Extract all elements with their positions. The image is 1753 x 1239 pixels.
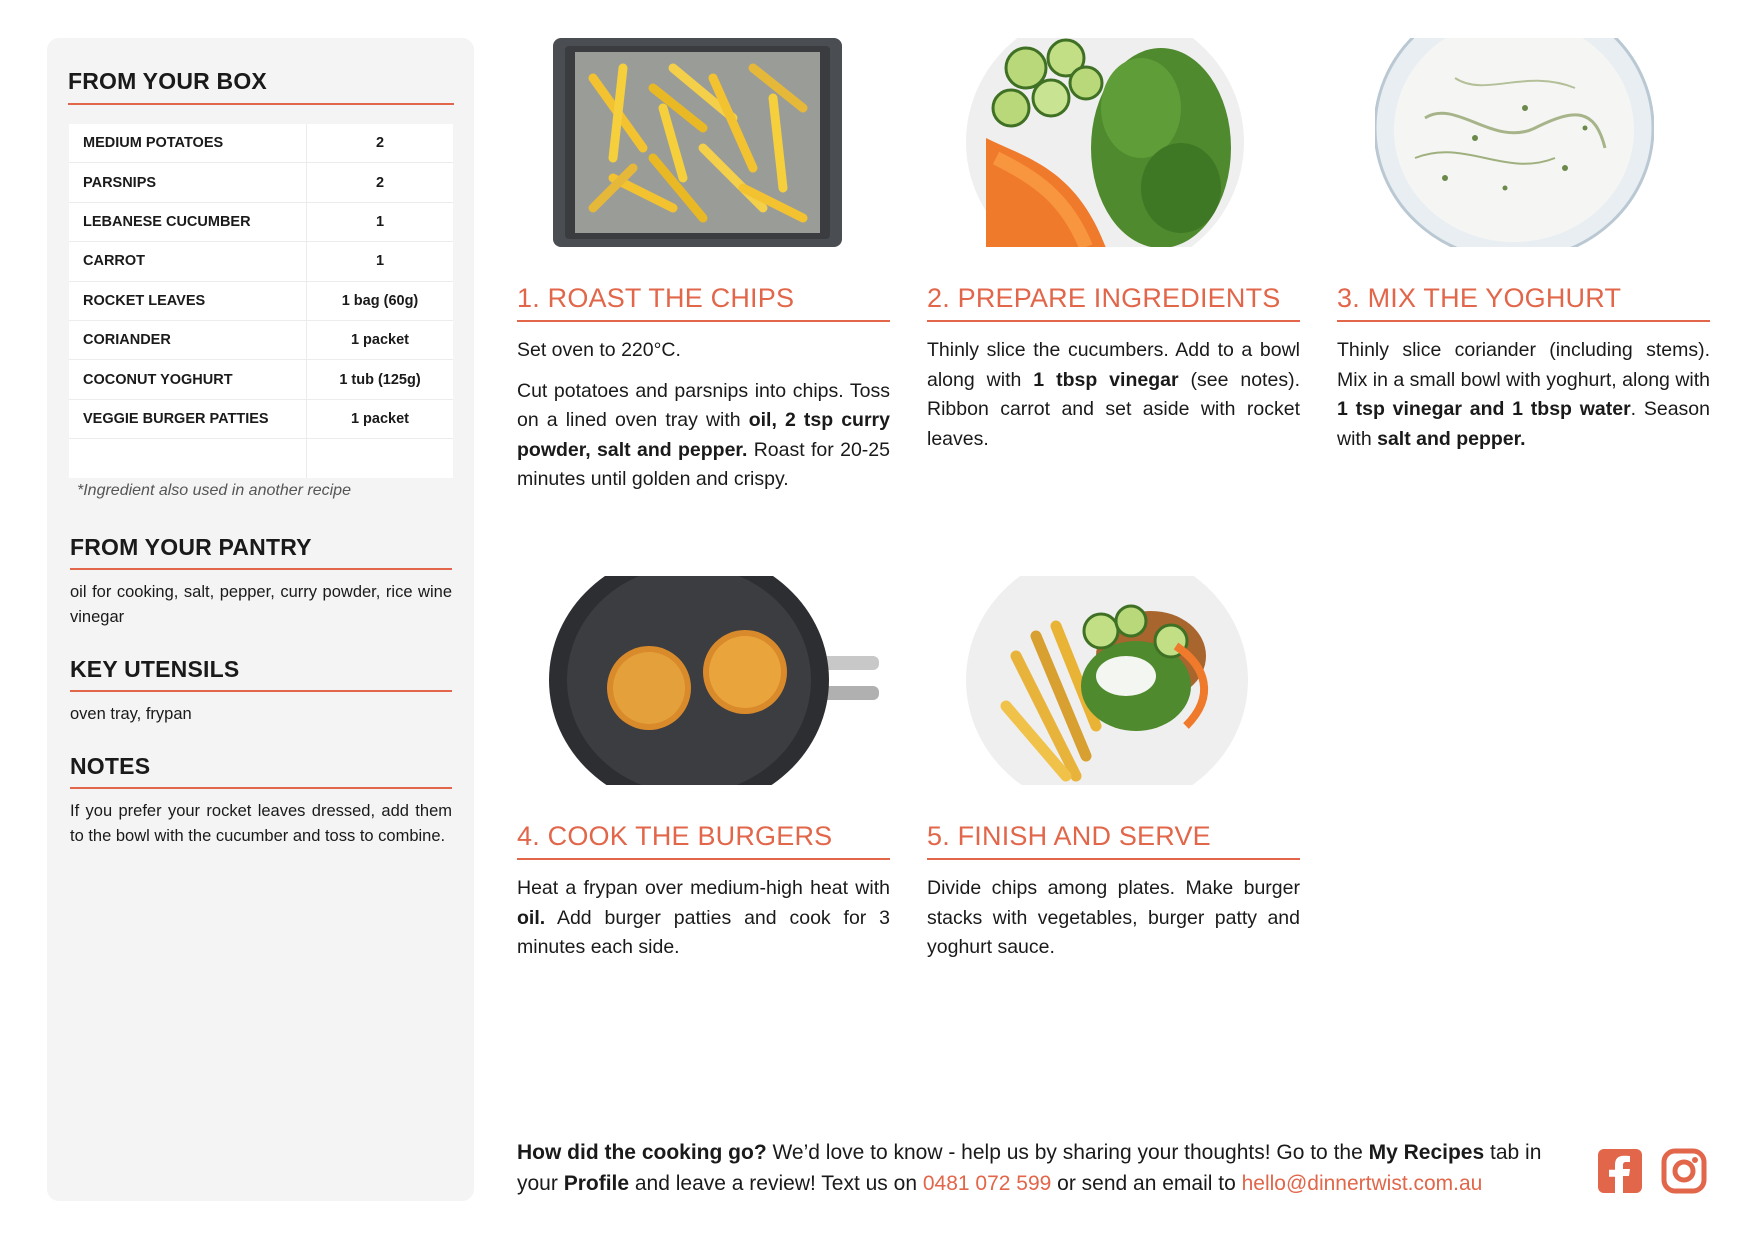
step-2-para-1 xyxy=(927,336,1300,454)
table-row xyxy=(69,400,453,439)
ingredient-qty: 1 xyxy=(375,213,385,230)
heading-rule xyxy=(70,787,452,789)
notes-text: If you prefer your rocket leaves dressed, add them to the bowl with the cucumber and toss to combine. xyxy=(70,802,452,845)
plated-burger-stack-photo xyxy=(966,576,1249,785)
ingredient-name: MEDIUM POTATOES xyxy=(69,124,307,162)
notes-heading: NOTES xyxy=(70,753,151,779)
step-1-title: 1. ROAST THE CHIPS xyxy=(517,283,795,313)
text-run: . Season with xyxy=(1337,398,1710,450)
ingredient-qty: 1 xyxy=(375,253,385,270)
ingredient-name-empty xyxy=(69,439,307,477)
table-row xyxy=(69,282,453,321)
my-recipes-link[interactable]: My Recipes xyxy=(1368,1141,1485,1164)
text-run: Roast for 20-25 minutes until golden and crispy. xyxy=(517,438,890,490)
table-row xyxy=(69,321,453,360)
ingredients-table xyxy=(69,124,453,478)
ingredient-name: VEGGIE BURGER PATTIES xyxy=(69,400,307,438)
ingredient-qty: 1 bag (60g) xyxy=(341,292,419,309)
text-run: Heat a frypan over medium-high heat with xyxy=(517,877,890,899)
ingredient-qty: 1 packet xyxy=(350,332,410,349)
footer-text: or send an email to xyxy=(1051,1172,1242,1195)
utensils-heading: KEY UTENSILS xyxy=(70,656,240,682)
step-5-para-1: Divide chips among plates. Make burger stacks with vegetables, burger patty and yoghurt sauce. xyxy=(927,877,1300,958)
bold-run: 1 tbsp vinegar xyxy=(1033,368,1179,391)
ingredient-qty: 1 tub (125g) xyxy=(339,371,421,388)
footer-text: and leave a review! Text us on xyxy=(629,1172,923,1195)
table-row xyxy=(69,360,453,399)
step-rule xyxy=(927,320,1300,322)
bold-run: oil. xyxy=(517,906,546,929)
roasting-tray-chips-photo xyxy=(553,38,842,247)
step-2-text xyxy=(927,336,1300,465)
step-4-para-1 xyxy=(517,874,890,963)
heading-rule xyxy=(70,690,452,692)
table-row-empty xyxy=(69,439,453,477)
bold-run: salt and pepper. xyxy=(1377,427,1526,450)
ingredient-qty: 1 packet xyxy=(350,410,410,427)
step-2-title: 2. PREPARE INGREDIENTS xyxy=(927,283,1281,313)
bold-run: 1 tsp vinegar and 1 tbsp water xyxy=(1337,398,1631,420)
step-3-text xyxy=(1337,336,1710,465)
ingredient-name: COCONUT YOGHURT xyxy=(69,360,307,398)
footer-text: We’d love to know - help us by sharing your thoughts! Go to the xyxy=(766,1141,1369,1164)
text-run: Cut potatoes and parsnips into chips. Toss on a lined oven tray with xyxy=(517,379,890,431)
ingredient-name: CARROT xyxy=(69,242,307,280)
step-5-title: 5. FINISH AND SERVE xyxy=(927,821,1211,851)
email-link[interactable]: hello@dinnertwist.com.au xyxy=(1241,1172,1483,1195)
ingredient-name: LEBANESE CUCUMBER xyxy=(69,203,307,241)
profile-link[interactable]: Profile xyxy=(563,1172,630,1195)
table-row xyxy=(69,163,453,202)
step-rule xyxy=(927,858,1300,860)
ingredient-name: ROCKET LEAVES xyxy=(69,282,307,320)
yoghurt-bowl-photo xyxy=(1375,38,1654,247)
from-your-box-heading: FROM YOUR BOX xyxy=(68,68,267,94)
step-4-title: 4. COOK THE BURGERS xyxy=(517,821,833,851)
step-1-text xyxy=(517,336,890,506)
table-row xyxy=(69,242,453,281)
step-rule xyxy=(517,320,890,322)
table-row xyxy=(69,203,453,242)
step-rule xyxy=(517,858,890,860)
pantry-heading: FROM YOUR PANTRY xyxy=(70,534,312,560)
step-3-para-1 xyxy=(1337,336,1710,454)
text-run: Add burger patties and cook for 3 minutes each side. xyxy=(517,906,890,958)
text-run: Thinly slice coriander (including stems). Mix in a small bowl with yoghurt, along with xyxy=(1337,339,1710,391)
heading-rule xyxy=(70,568,452,570)
frypan-patties-photo xyxy=(549,576,879,785)
step-1-para-2 xyxy=(517,377,890,495)
instagram-icon[interactable] xyxy=(1661,1148,1707,1194)
step-rule xyxy=(1337,320,1710,322)
ingredient-qty: 2 xyxy=(375,174,385,191)
sliced-vegetables-plate-photo xyxy=(966,38,1245,247)
feedback-footer xyxy=(517,1137,1557,1199)
step-5-text xyxy=(927,874,1300,974)
ingredients-sidebar xyxy=(47,38,474,1201)
heading-rule xyxy=(68,103,454,105)
table-row xyxy=(69,124,453,163)
pantry-text: oil for cooking, salt, pepper, curry powder, rice wine vinegar xyxy=(70,583,452,626)
ingredient-qty-empty xyxy=(307,439,453,477)
facebook-icon[interactable] xyxy=(1597,1148,1643,1194)
step-1-para-1: Set oven to 220°C. xyxy=(517,339,681,361)
step-4-text xyxy=(517,874,890,974)
ingredient-name: PARSNIPS xyxy=(69,163,307,201)
step-3-title: 3. MIX THE YOGHURT xyxy=(1337,283,1622,313)
text-run: Thinly slice the cucumbers. Add to a bowl along with xyxy=(927,339,1300,391)
phone-link[interactable]: 0481 072 599 xyxy=(922,1172,1052,1195)
text-run: (see notes). Ribbon carrot and set aside with rocket leaves. xyxy=(927,368,1300,450)
bold-run: oil, 2 tsp curry powder, salt and pepper. xyxy=(517,409,890,461)
utensils-text: oven tray, frypan xyxy=(70,705,192,723)
footnote: *Ingredient also used in another recipe xyxy=(77,482,351,499)
footer-text: tab in your xyxy=(517,1141,1542,1195)
footer-question: How did the cooking go? xyxy=(517,1141,767,1164)
ingredient-qty: 2 xyxy=(375,135,385,152)
ingredient-name: CORIANDER xyxy=(69,321,307,359)
